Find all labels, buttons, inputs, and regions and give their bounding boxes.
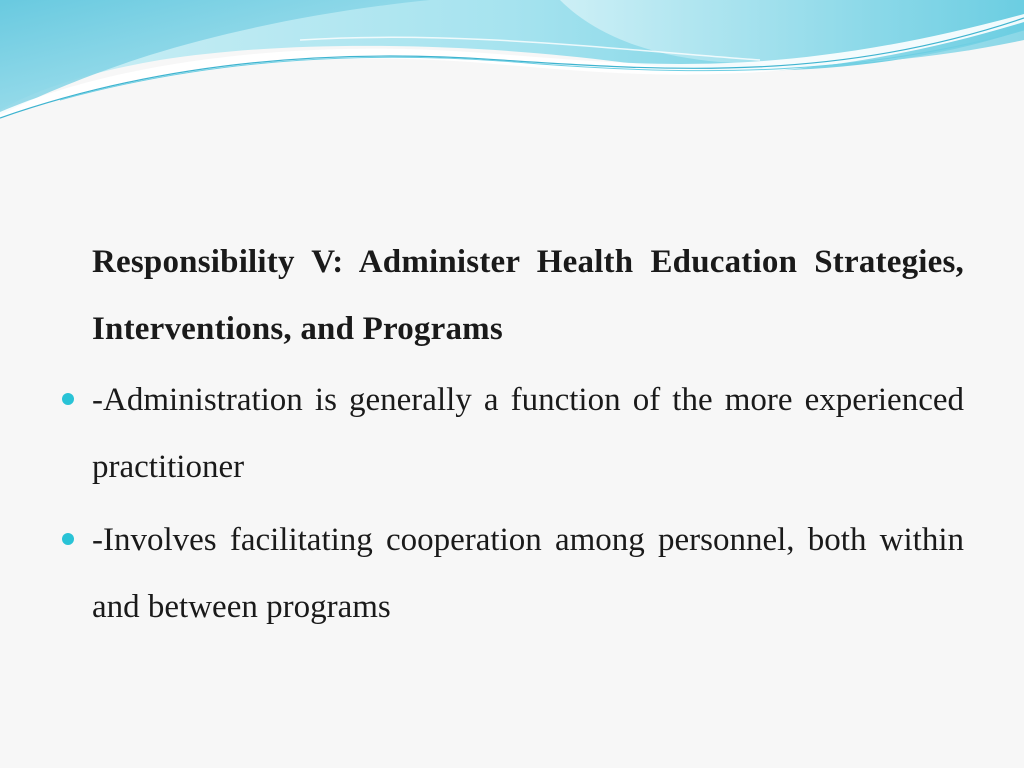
bullet-item bbox=[60, 366, 964, 500]
bullet-dot-icon bbox=[62, 393, 74, 405]
header-wave-decoration bbox=[0, 0, 1024, 130]
slide-heading bbox=[92, 228, 964, 362]
bullet-dot-icon bbox=[62, 533, 74, 545]
bullet-text: -Involves facilitating cooperation among personnel, both within and between programs bbox=[92, 522, 964, 625]
slide-heading-text: Responsibility V: Administer Health Education Strategies, Interventions, and Programs bbox=[92, 244, 964, 347]
slide-content bbox=[60, 228, 964, 646]
bullet-item bbox=[60, 506, 964, 640]
bullet-text: -Administration is generally a function of the more experienced practitioner bbox=[92, 382, 964, 485]
bullet-list bbox=[60, 366, 964, 640]
